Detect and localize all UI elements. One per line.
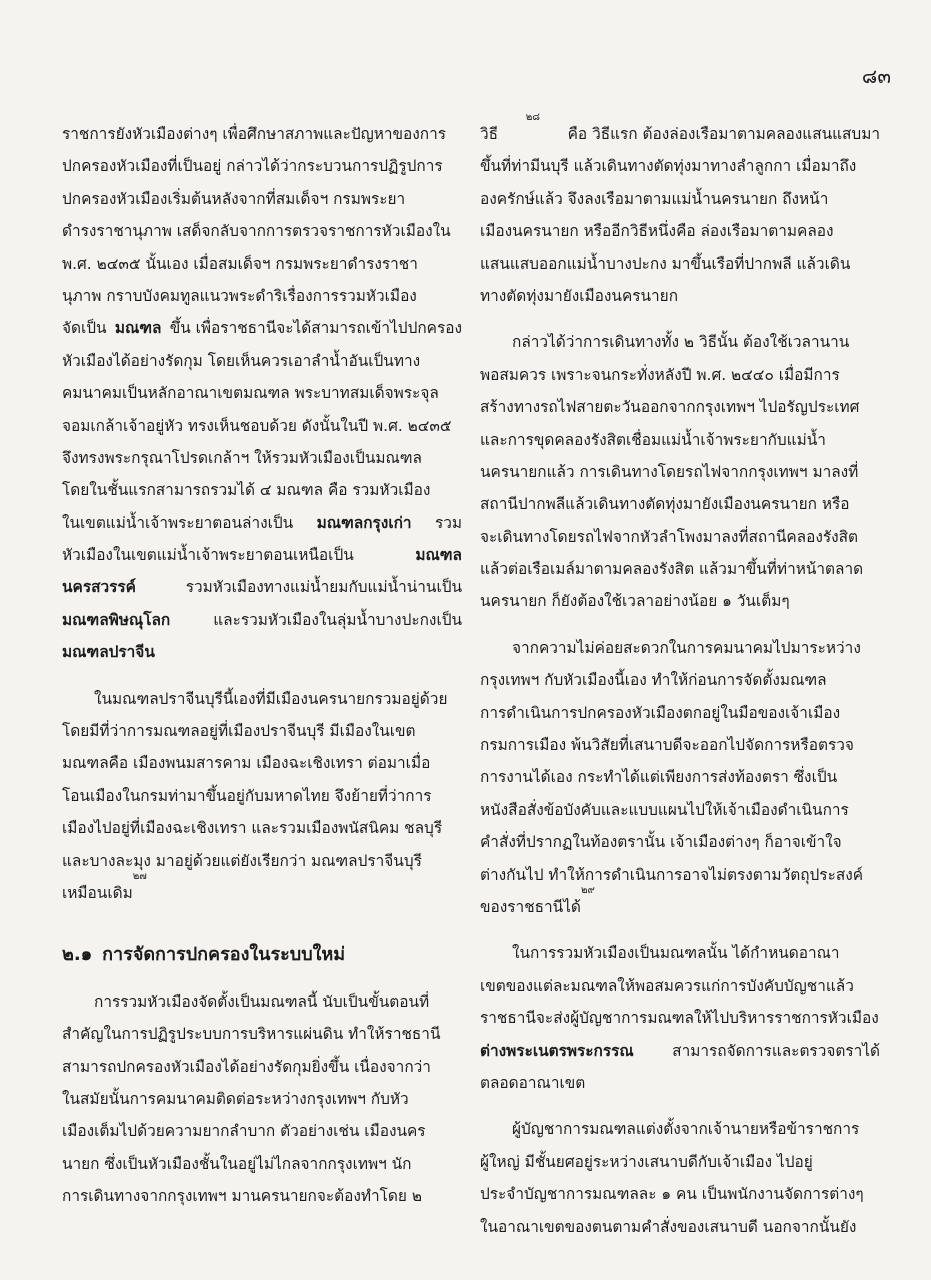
text-line [480,761,880,793]
text-segment: โดยในชั้นแรกสามารถรวมได้ ๔ มณฑล คือ รวมหัวเมือง [62,481,431,500]
text-line [480,488,880,520]
text-line [62,312,462,344]
text-line [480,215,880,247]
text-line [62,1018,462,1050]
bold-term: มณฑลกรุงเก่า [316,513,412,532]
text-segment: กรุงเทพฯ กับหัวเมืองนี้เอง ทำให้ก่อนการจัดตั้งมณฑล [480,671,827,690]
text-line [62,442,462,474]
text-segment: มณฑลคือ เมืองพนมสารคาม เมืองฉะเชิงเทรา ต่อมาเมื่อ [62,754,431,773]
text-segment: ปกครองหัวเมืองเริ่มต้นหลังจากที่สมเด็จฯ กรมพระยา [62,189,406,208]
text-line [480,1113,880,1145]
text-segment: หัวเมืองได้อย่างรัดกุม โดยเห็นควรเอาลำน้ำอันเป็นทาง [62,351,421,370]
text-line [480,1178,880,1210]
text-segment: นายก ซึ่งเป็นหัวเมืองชั้นในอยู่ไม่ไกลจากกรุงเทพฯ นัก [62,1154,412,1173]
text-line [62,1115,462,1147]
text-line [62,248,462,280]
text-line [480,632,880,664]
text-line [62,377,462,409]
text-line [62,780,462,812]
text-segment: ผู้บัญชาการมณฑลแต่งตั้งจากเจ้านายหรือข้าราชการ [512,1120,860,1139]
text-line [62,845,462,877]
text-line [480,1035,880,1067]
text-segment: ในอาณาเขตของตนตามคำสั่งของเสนาบดี นอกจากนั้นยัง [480,1217,857,1236]
text-line [62,539,462,571]
text-segment: รวม [434,513,462,532]
text-segment: และรวมหัวเมืองในลุ่มน้ำบางปะกงเป็น [213,610,462,629]
text-segment: สามารถปกครองหัวเมืองได้อย่างรัดกุมยิ่งขึ้น เนื่องจากว่า [62,1057,431,1076]
text-segment: จะเดินทางโดยรถไฟจากหัวลำโพงมาลงที่สถานีคลองรังสิต [480,527,859,546]
text-segment: กล่าวได้ว่าการเดินทางทั้ง ๒ วิธีนั้น ต้องใช้เวลานาน [512,333,850,352]
text-segment: เมืองไปอยู่ที่เมืองฉะเชิงเทรา และรวมเมืองพนัสนิคม ชลบุรี [62,819,443,838]
text-segment: และการขุดคลองรังสิตเชื่อมแม่น้ำเจ้าพระยากับแม่น้ำ [480,430,826,449]
text-line [62,183,462,215]
text-line [62,1051,462,1083]
text-segment: ขึ้นที่ท่ามีนบุรี แล้วเดินทางตัดทุ่งมาทางลำลูกกา เมื่อมาถึง [480,157,857,176]
text-line [480,794,880,826]
text-segment: ราชธานีจะส่งผู้บัญชาการมณฑลให้ไปบริหารราชการหัวเมือง [480,1009,879,1028]
bold-term: มณฑล [114,319,162,338]
text-line [480,1211,880,1243]
text-segment: นุภาพ กราบบังคมทูลแนวพระดำริเรื่องการรวมหัวเมือง [62,286,417,305]
text-line [480,937,880,969]
text-line [62,118,462,150]
bold-term: นครสวรรค์ [62,578,136,597]
text-segment: ในมณฑลปราจีนบุรีนี้เองที่มีเมืองนครนายกรวมอยู่ด้วย [94,689,448,708]
text-line [480,884,880,923]
text-segment: ขึ้น เพื่อราชธานีจะได้สามารถเข้าไปปกครอง [169,319,462,338]
text-segment: หัวเมืองในเขตแม่น้ำเจ้าพระยาตอนเหนือเป็น [62,546,354,565]
text-segment: ทางตัดทุ่งมายังเมืองนครนายก [480,286,679,305]
text-line [62,474,462,506]
text-line [62,747,462,779]
text-segment: จึงทรงพระกรุณาโปรดเกล้าฯ ให้รวมหัวเมืองเป็นมณฑล [62,448,422,467]
text-segment: การดำเนินการปกครองหัวเมืองตกอยู่ในมือของเจ้าเมือง [480,703,841,722]
text-segment: จากความไม่ค่อยสะดวกในการคมนาคมไปมาระหว่าง [512,638,861,657]
text-segment: ประจำบัญชาการมณฑลละ ๑ คน เป็นพนักงานจัดการต่างๆ [480,1185,864,1204]
text-segment: คำสั่งที่ปรากฏในท้องตรานั้น เจ้าเมืองต่างๆ ก็อาจเข้าใจ [480,833,842,852]
text-segment: คือ วิธีแรก ต้องล่องเรือมาตามคลองแสนแสบมา [567,125,880,143]
text-segment: ตลอดอาณาเขต [480,1073,586,1092]
text-line [480,359,880,391]
text-segment: กรมการเมือง พ้นวิสัยที่เสนาบดีจะออกไปจัดการหรือตรวจ [480,736,854,755]
text-segment: เขตของแต่ละมณฑลให้พอสมควรแก่การบังคับบัญชาแล้ว [480,976,854,995]
text-line [62,870,462,909]
text-line [480,859,880,891]
text-segment: เหมือนเดิม [62,883,133,902]
text-line [480,697,880,729]
text-segment: จัดเป็น [62,319,107,338]
text-line [62,812,462,844]
text-line [480,553,880,585]
text-segment: ของราชธานีได้ [480,897,581,916]
text-segment: รวมหัวเมืองทางแม่น้ำยมกับแม่น้ำน่านเป็น [185,578,462,597]
text-segment: การจัดการปกครองในระบบใหม่ [102,944,346,966]
left-text-column [62,118,462,1213]
text-line [62,986,462,1018]
text-line [62,604,462,636]
text-line [62,571,462,603]
text-line [62,1180,462,1212]
text-line [480,112,880,150]
text-segment: พ.ศ. ๒๔๓๕ นั้นเอง เมื่อสมเด็จฯ กรมพระยาดำรงราชา [62,254,418,273]
text-segment: นครนายกแล้ว การเดินทางโดยรถไฟจากกรุงเทพฯ มาลงที่ [480,462,859,481]
text-line [62,345,462,377]
text-line [480,424,880,456]
text-line [480,664,880,696]
text-line [480,1146,880,1178]
text-line [62,715,462,747]
text-segment: นครนายก ก็ยังต้องใช้เวลาอย่างน้อย ๑ วันเต็มๆ [480,592,790,611]
page-number: ๘๓ [861,64,891,88]
text-segment: ราชการยังหัวเมืองต่างๆ เพื่อศึกษาสภาพและปัญหาของการ [62,125,447,143]
text-line [480,248,880,280]
bold-term: มณฑลปราจีน [62,643,155,662]
text-segment: โดยมีที่ว่าการมณฑลอยู่ที่เมืองปราจีนบุรี มีเมืองในเขต [62,722,416,741]
right-text-column [480,112,880,1243]
text-segment: เมืองนครนายก หรืออีกวิธีหนึ่งคือ ล่องเรือมาตามคลอง [480,222,834,241]
section-heading [62,939,462,971]
text-line [480,729,880,761]
text-segment: ปกครองหัวเมืองที่เป็นอยู่ กล่าวได้ว่ากระบวนการปฏิรูปการ [62,157,443,176]
text-segment: องครักษ์แล้ว จึงลงเรือมาตามแม่น้ำนครนายก ถึงหน้า [480,189,829,208]
text-line [480,150,880,182]
footnote-marker: ๒๗ [132,870,147,882]
text-segment: จอมเกล้าเจ้าอยู่หัว ทรงเห็นชอบด้วย ดังนั้นในปี พ.ศ. ๒๔๓๕ [62,416,452,435]
text-segment: ๒.๑ [62,944,93,966]
text-segment: และบางละมุง มาอยู่ด้วยแต่ยังเรียกว่า มณฑลปราจีนบุรี [62,851,422,870]
text-segment: คมนาคมเป็นหลักอาณาเขตมณฑล พระบาทสมเด็จพระจุล [62,384,439,403]
text-line [480,183,880,215]
text-segment: ผู้ใหญ่ มีชั้นยศอยู่ระหว่างเสนาบดีกับเจ้าเมือง ไปอยู่ [480,1152,813,1171]
text-line [480,456,880,488]
text-segment: วิธี [480,125,499,143]
text-line [480,826,880,858]
text-segment: ในการรวมหัวเมืองเป็นมณฑลนั้น ได้กำหนดอาณา [512,944,840,963]
text-segment: แล้วต่อเรือเมล์มาตามคลองรังสิต แล้วมาขึ้นที่ท่าหน้าตลาด [480,560,864,579]
text-segment: ในสมัยนั้นการคมนาคมติดต่อระหว่างกรุงเทพฯ กับหัว [62,1089,409,1108]
text-line [480,970,880,1002]
text-line [480,585,880,617]
footnote-marker: ๒๙ [580,884,595,896]
footnote-marker: ๒๘ [525,112,540,123]
text-segment: พอสมควร เพราะจนกระทั่งหลังปี พ.ศ. ๒๔๔๐ เมื่อมีการ [480,365,840,384]
text-segment: เมืองเต็มไปด้วยความยากลำบาก ตัวอย่างเช่น เมืองนคร [62,1122,426,1141]
text-line [480,1067,880,1099]
bold-term: ต่างพระเนตรพระกรรณ [480,1041,634,1060]
text-segment: ดำรงราชานุภาพ เสด็จกลับจากการตรวจราชการหัวเมืองใน [62,222,451,241]
text-segment: สร้างทางรถไฟสายตะวันออกจากกรุงเทพฯ ไปอรัญประเทศ [480,398,860,417]
text-line [62,683,462,715]
text-segment: ในเขตแม่น้ำเจ้าพระยาตอนล่างเป็น [62,513,294,532]
text-segment: ต่างกันไป ทำให้การดำเนินการอาจไม่ตรงตามวัตถุประสงค์ [480,865,864,884]
text-line [62,215,462,247]
bold-term: มณฑลพิษณุโลก [62,610,171,629]
text-line [480,391,880,423]
text-line [62,636,462,668]
text-line [62,410,462,442]
text-line [62,280,462,312]
text-segment: การเดินทางจากกรุงเทพฯ มานครนายกจะต้องทำโดย ๒ [62,1187,422,1206]
text-segment: สามารถจัดการและตรวจตราได้ [672,1041,880,1060]
text-line [62,1148,462,1180]
text-line [480,326,880,358]
text-line [480,1002,880,1034]
bold-term: มณฑล [415,546,462,565]
text-line [62,150,462,182]
text-line [62,507,462,539]
text-segment: สถานีปากพลีแล้วเดินทางตัดทุ่งมายังเมืองนครนายก หรือ [480,495,850,514]
text-segment: แสนแสบออกแม่น้ำบางปะกง มาขึ้นเรือที่ปากพลี แล้วเดิน [480,254,851,273]
text-segment: การรวมหัวเมืองจัดตั้งเป็นมณฑลนี้ นับเป็นขั้นตอนที่ [94,992,430,1011]
text-segment: โอนเมืองในกรมท่ามาขึ้นอยู่กับมหาดไทย จึงย้ายที่ว่าการ [62,786,432,805]
text-segment: การงานได้เอง กระทำได้แต่เพียงการส่งท้องตรา ซึ่งเป็น [480,768,838,787]
text-line [480,521,880,553]
text-segment: หนังสือสั่งข้อบังคับและแบบแผนไปให้เจ้าเมืองดำเนินการ [480,800,849,819]
text-line [480,280,880,312]
text-line [62,1083,462,1115]
text-segment: สำคัญในการปฏิรูประบบการบริหารแผ่นดิน ทำให้ราชธานี [62,1025,441,1044]
